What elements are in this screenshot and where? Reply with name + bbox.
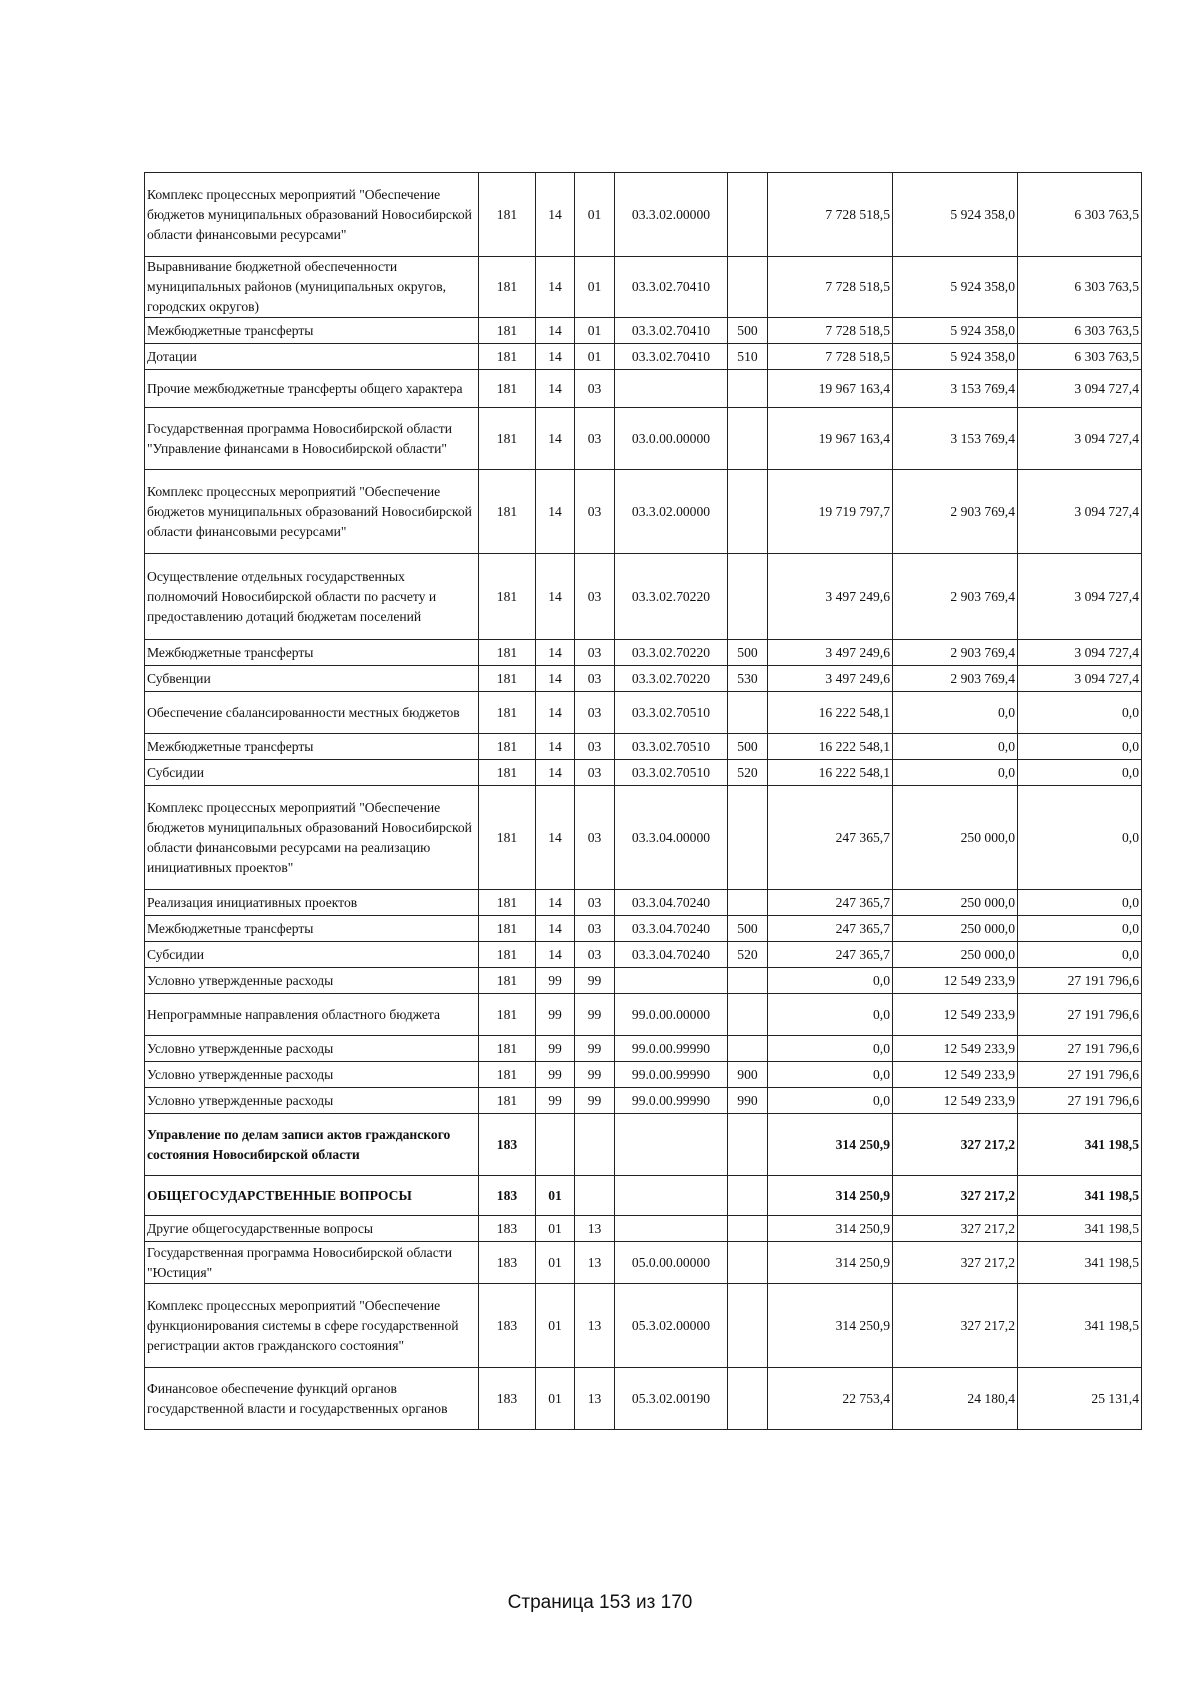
cell-section: 14 — [536, 408, 575, 470]
cell-subsection: 03 — [575, 760, 615, 786]
cell-expense-type — [728, 1242, 768, 1284]
cell-amount-year-3: 27 191 796,6 — [1018, 1036, 1142, 1062]
row-name: Осуществление отдельных государственных полномочий Новосибирской области по расчету и предоставлению дотаций бюджетам поселений — [145, 554, 479, 640]
row-name: Обеспечение сбалансированности местных бюджетов — [145, 692, 479, 734]
cell-amount-year-2: 0,0 — [893, 692, 1018, 734]
table-row — [145, 1284, 1142, 1368]
cell-subsection: 13 — [575, 1284, 615, 1368]
cell-target-article: 03.3.02.70410 — [615, 344, 728, 370]
cell-admin-code: 181 — [479, 257, 536, 318]
cell-target-article: 03.3.02.70510 — [615, 692, 728, 734]
cell-amount-year-3: 27 191 796,6 — [1018, 994, 1142, 1036]
cell-amount-year-3: 3 094 727,4 — [1018, 470, 1142, 554]
cell-amount-year-2: 5 924 358,0 — [893, 173, 1018, 257]
cell-amount-year-1: 19 967 163,4 — [768, 408, 893, 470]
cell-expense-type: 500 — [728, 318, 768, 344]
row-name: Государственная программа Новосибирской области "Управление финансами в Новосибирской области" — [145, 408, 479, 470]
cell-admin-code: 181 — [479, 692, 536, 734]
cell-section: 14 — [536, 257, 575, 318]
table-row — [145, 1216, 1142, 1242]
cell-amount-year-3: 341 198,5 — [1018, 1216, 1142, 1242]
cell-amount-year-1: 0,0 — [768, 1062, 893, 1088]
table-row — [145, 786, 1142, 890]
cell-target-article: 03.3.04.70240 — [615, 916, 728, 942]
cell-subsection — [575, 1176, 615, 1216]
cell-target-article: 03.3.04.00000 — [615, 786, 728, 890]
cell-amount-year-2: 0,0 — [893, 734, 1018, 760]
cell-admin-code: 181 — [479, 968, 536, 994]
cell-expense-type — [728, 554, 768, 640]
cell-target-article — [615, 968, 728, 994]
cell-admin-code: 181 — [479, 344, 536, 370]
cell-subsection: 03 — [575, 554, 615, 640]
cell-amount-year-1: 247 365,7 — [768, 942, 893, 968]
table-row — [145, 968, 1142, 994]
row-name: Межбюджетные трансферты — [145, 916, 479, 942]
cell-amount-year-1: 7 728 518,5 — [768, 257, 893, 318]
cell-target-article: 05.3.02.00190 — [615, 1368, 728, 1430]
cell-admin-code: 181 — [479, 666, 536, 692]
cell-amount-year-2: 12 549 233,9 — [893, 994, 1018, 1036]
cell-subsection: 99 — [575, 994, 615, 1036]
cell-subsection: 03 — [575, 692, 615, 734]
cell-expense-type: 530 — [728, 666, 768, 692]
cell-admin-code: 183 — [479, 1242, 536, 1284]
table-row — [145, 344, 1142, 370]
table-row — [145, 760, 1142, 786]
cell-section: 99 — [536, 1062, 575, 1088]
cell-amount-year-3: 341 198,5 — [1018, 1242, 1142, 1284]
cell-target-article: 03.0.00.00000 — [615, 408, 728, 470]
cell-section: 14 — [536, 173, 575, 257]
row-name: Условно утвержденные расходы — [145, 1088, 479, 1114]
cell-section: 14 — [536, 734, 575, 760]
cell-expense-type — [728, 1036, 768, 1062]
cell-admin-code: 181 — [479, 1062, 536, 1088]
cell-subsection: 99 — [575, 1036, 615, 1062]
cell-target-article — [615, 1176, 728, 1216]
row-name: Реализация инициативных проектов — [145, 890, 479, 916]
cell-target-article: 03.3.02.00000 — [615, 470, 728, 554]
row-name: Управление по делам записи актов гражданского состояния Новосибирской области — [145, 1114, 479, 1176]
cell-amount-year-2: 3 153 769,4 — [893, 408, 1018, 470]
row-name: Комплекс процессных мероприятий "Обеспечение бюджетов муниципальных образований Новосибирской области финансовыми ресурсами" — [145, 173, 479, 257]
cell-subsection: 99 — [575, 1062, 615, 1088]
table-row — [145, 318, 1142, 344]
cell-admin-code: 181 — [479, 173, 536, 257]
cell-section: 14 — [536, 666, 575, 692]
cell-section: 14 — [536, 786, 575, 890]
cell-amount-year-2: 2 903 769,4 — [893, 666, 1018, 692]
cell-amount-year-3: 0,0 — [1018, 786, 1142, 890]
cell-amount-year-1: 314 250,9 — [768, 1284, 893, 1368]
cell-amount-year-1: 7 728 518,5 — [768, 318, 893, 344]
cell-section: 14 — [536, 890, 575, 916]
cell-amount-year-2: 12 549 233,9 — [893, 1062, 1018, 1088]
cell-admin-code: 181 — [479, 318, 536, 344]
cell-admin-code: 183 — [479, 1284, 536, 1368]
cell-amount-year-2: 24 180,4 — [893, 1368, 1018, 1430]
cell-section: 14 — [536, 554, 575, 640]
cell-expense-type — [728, 1368, 768, 1430]
cell-expense-type — [728, 257, 768, 318]
row-name: Комплекс процессных мероприятий "Обеспечение функционирования системы в сфере государственной регистрации актов гражданского состояния" — [145, 1284, 479, 1368]
cell-amount-year-2: 250 000,0 — [893, 942, 1018, 968]
row-name: Межбюджетные трансферты — [145, 318, 479, 344]
cell-amount-year-1: 3 497 249,6 — [768, 554, 893, 640]
cell-section: 14 — [536, 318, 575, 344]
row-name: Субсидии — [145, 760, 479, 786]
cell-amount-year-3: 27 191 796,6 — [1018, 968, 1142, 994]
cell-amount-year-1: 16 222 548,1 — [768, 734, 893, 760]
cell-amount-year-2: 2 903 769,4 — [893, 640, 1018, 666]
cell-amount-year-1: 314 250,9 — [768, 1114, 893, 1176]
cell-amount-year-2: 0,0 — [893, 760, 1018, 786]
cell-target-article: 03.3.02.70220 — [615, 640, 728, 666]
cell-admin-code: 181 — [479, 554, 536, 640]
cell-amount-year-3: 3 094 727,4 — [1018, 640, 1142, 666]
cell-amount-year-1: 19 967 163,4 — [768, 370, 893, 408]
cell-amount-year-1: 16 222 548,1 — [768, 692, 893, 734]
cell-amount-year-3: 25 131,4 — [1018, 1368, 1142, 1430]
cell-expense-type: 520 — [728, 760, 768, 786]
table-row — [145, 1036, 1142, 1062]
cell-expense-type: 900 — [728, 1062, 768, 1088]
cell-section: 01 — [536, 1176, 575, 1216]
cell-expense-type — [728, 968, 768, 994]
table-row — [145, 666, 1142, 692]
cell-amount-year-3: 3 094 727,4 — [1018, 666, 1142, 692]
row-name: Комплекс процессных мероприятий "Обеспечение бюджетов муниципальных образований Новосибирской области финансовыми ресурсами" — [145, 470, 479, 554]
cell-admin-code: 181 — [479, 786, 536, 890]
cell-amount-year-3: 0,0 — [1018, 916, 1142, 942]
cell-amount-year-2: 5 924 358,0 — [893, 344, 1018, 370]
cell-target-article: 05.3.02.00000 — [615, 1284, 728, 1368]
cell-amount-year-1: 16 222 548,1 — [768, 760, 893, 786]
row-name: Прочие межбюджетные трансферты общего характера — [145, 370, 479, 408]
table-row — [145, 692, 1142, 734]
cell-admin-code: 183 — [479, 1114, 536, 1176]
row-name: Непрограммные направления областного бюджета — [145, 994, 479, 1036]
table-row — [145, 942, 1142, 968]
cell-subsection: 03 — [575, 916, 615, 942]
cell-expense-type: 500 — [728, 916, 768, 942]
cell-amount-year-2: 327 217,2 — [893, 1176, 1018, 1216]
cell-section: 99 — [536, 968, 575, 994]
cell-amount-year-1: 3 497 249,6 — [768, 666, 893, 692]
cell-expense-type — [728, 1216, 768, 1242]
cell-expense-type: 520 — [728, 942, 768, 968]
cell-amount-year-1: 0,0 — [768, 994, 893, 1036]
table-row — [145, 370, 1142, 408]
cell-target-article — [615, 1216, 728, 1242]
table-row — [145, 1242, 1142, 1284]
cell-subsection: 03 — [575, 666, 615, 692]
cell-expense-type — [728, 370, 768, 408]
cell-subsection: 03 — [575, 890, 615, 916]
cell-amount-year-3: 6 303 763,5 — [1018, 344, 1142, 370]
cell-amount-year-1: 7 728 518,5 — [768, 173, 893, 257]
cell-amount-year-2: 12 549 233,9 — [893, 1036, 1018, 1062]
cell-amount-year-3: 3 094 727,4 — [1018, 554, 1142, 640]
cell-subsection: 03 — [575, 734, 615, 760]
cell-amount-year-3: 6 303 763,5 — [1018, 257, 1142, 318]
cell-target-article: 99.0.00.99990 — [615, 1088, 728, 1114]
cell-amount-year-2: 327 217,2 — [893, 1114, 1018, 1176]
row-name: ОБЩЕГОСУДАРСТВЕННЫЕ ВОПРОСЫ — [145, 1176, 479, 1216]
cell-admin-code: 181 — [479, 734, 536, 760]
cell-expense-type: 500 — [728, 640, 768, 666]
cell-subsection: 13 — [575, 1216, 615, 1242]
cell-amount-year-2: 327 217,2 — [893, 1216, 1018, 1242]
cell-amount-year-2: 3 153 769,4 — [893, 370, 1018, 408]
cell-amount-year-3: 3 094 727,4 — [1018, 408, 1142, 470]
cell-section: 01 — [536, 1216, 575, 1242]
page-footer: Страница 153 из 170 — [507, 1592, 693, 1613]
cell-amount-year-1: 247 365,7 — [768, 916, 893, 942]
row-name: Межбюджетные трансферты — [145, 640, 479, 666]
cell-subsection: 13 — [575, 1368, 615, 1430]
cell-subsection: 03 — [575, 408, 615, 470]
row-name: Условно утвержденные расходы — [145, 1036, 479, 1062]
cell-section: 01 — [536, 1368, 575, 1430]
row-name: Условно утвержденные расходы — [145, 1062, 479, 1088]
table-row — [145, 173, 1142, 257]
cell-admin-code: 181 — [479, 994, 536, 1036]
cell-subsection: 03 — [575, 942, 615, 968]
cell-admin-code: 181 — [479, 916, 536, 942]
cell-subsection: 99 — [575, 968, 615, 994]
cell-amount-year-2: 250 000,0 — [893, 916, 1018, 942]
cell-amount-year-1: 3 497 249,6 — [768, 640, 893, 666]
cell-target-article: 03.3.02.70220 — [615, 554, 728, 640]
table-row — [145, 1114, 1142, 1176]
cell-admin-code: 183 — [479, 1216, 536, 1242]
cell-amount-year-1: 7 728 518,5 — [768, 344, 893, 370]
cell-target-article: 03.3.02.70410 — [615, 257, 728, 318]
cell-amount-year-1: 247 365,7 — [768, 786, 893, 890]
cell-amount-year-2: 12 549 233,9 — [893, 968, 1018, 994]
cell-amount-year-1: 22 753,4 — [768, 1368, 893, 1430]
cell-section — [536, 1114, 575, 1176]
cell-amount-year-3: 6 303 763,5 — [1018, 173, 1142, 257]
row-name: Субвенции — [145, 666, 479, 692]
cell-amount-year-1: 19 719 797,7 — [768, 470, 893, 554]
cell-expense-type: 500 — [728, 734, 768, 760]
table-row — [145, 1062, 1142, 1088]
cell-expense-type: 990 — [728, 1088, 768, 1114]
cell-expense-type — [728, 470, 768, 554]
cell-amount-year-2: 250 000,0 — [893, 786, 1018, 890]
cell-amount-year-1: 247 365,7 — [768, 890, 893, 916]
cell-amount-year-2: 5 924 358,0 — [893, 257, 1018, 318]
cell-subsection: 03 — [575, 470, 615, 554]
row-name: Условно утвержденные расходы — [145, 968, 479, 994]
cell-amount-year-2: 5 924 358,0 — [893, 318, 1018, 344]
cell-expense-type — [728, 1114, 768, 1176]
cell-amount-year-2: 2 903 769,4 — [893, 554, 1018, 640]
cell-amount-year-1: 0,0 — [768, 1088, 893, 1114]
row-name: Межбюджетные трансферты — [145, 734, 479, 760]
cell-subsection: 01 — [575, 344, 615, 370]
budget-table — [144, 172, 1142, 1430]
cell-admin-code: 181 — [479, 370, 536, 408]
cell-expense-type — [728, 994, 768, 1036]
cell-target-article: 03.3.02.70510 — [615, 734, 728, 760]
cell-target-article: 99.0.00.00000 — [615, 994, 728, 1036]
cell-section: 01 — [536, 1242, 575, 1284]
cell-amount-year-1: 314 250,9 — [768, 1242, 893, 1284]
cell-subsection: 99 — [575, 1088, 615, 1114]
cell-section: 14 — [536, 640, 575, 666]
cell-amount-year-3: 0,0 — [1018, 760, 1142, 786]
table-row — [145, 408, 1142, 470]
row-name: Субсидии — [145, 942, 479, 968]
cell-target-article — [615, 1114, 728, 1176]
cell-subsection: 01 — [575, 173, 615, 257]
cell-section: 99 — [536, 994, 575, 1036]
cell-section: 14 — [536, 370, 575, 408]
cell-target-article: 03.3.02.70510 — [615, 760, 728, 786]
cell-subsection: 03 — [575, 370, 615, 408]
cell-expense-type: 510 — [728, 344, 768, 370]
table-row — [145, 1088, 1142, 1114]
cell-section: 01 — [536, 1284, 575, 1368]
cell-target-article: 03.3.04.70240 — [615, 890, 728, 916]
cell-subsection: 03 — [575, 786, 615, 890]
cell-section: 14 — [536, 470, 575, 554]
cell-section: 14 — [536, 942, 575, 968]
table-row — [145, 554, 1142, 640]
cell-admin-code: 181 — [479, 408, 536, 470]
cell-amount-year-3: 0,0 — [1018, 692, 1142, 734]
cell-admin-code: 181 — [479, 760, 536, 786]
cell-target-article: 05.0.00.00000 — [615, 1242, 728, 1284]
cell-admin-code: 181 — [479, 1036, 536, 1062]
row-name: Финансовое обеспечение функций органов государственной власти и государственных органов — [145, 1368, 479, 1430]
cell-admin-code: 181 — [479, 1088, 536, 1114]
row-name: Дотации — [145, 344, 479, 370]
table-row — [145, 734, 1142, 760]
row-name: Другие общегосударственные вопросы — [145, 1216, 479, 1242]
cell-amount-year-3: 341 198,5 — [1018, 1114, 1142, 1176]
cell-amount-year-3: 3 094 727,4 — [1018, 370, 1142, 408]
cell-section: 99 — [536, 1088, 575, 1114]
cell-expense-type — [728, 173, 768, 257]
cell-expense-type — [728, 1176, 768, 1216]
cell-section: 99 — [536, 1036, 575, 1062]
table-row — [145, 640, 1142, 666]
cell-subsection: 13 — [575, 1242, 615, 1284]
cell-expense-type — [728, 786, 768, 890]
cell-section: 14 — [536, 344, 575, 370]
cell-amount-year-1: 314 250,9 — [768, 1176, 893, 1216]
table-row — [145, 890, 1142, 916]
table-row — [145, 470, 1142, 554]
cell-target-article: 99.0.00.99990 — [615, 1036, 728, 1062]
cell-subsection: 01 — [575, 318, 615, 344]
cell-amount-year-1: 314 250,9 — [768, 1216, 893, 1242]
table-row — [145, 1368, 1142, 1430]
table-row — [145, 994, 1142, 1036]
table-row — [145, 916, 1142, 942]
cell-amount-year-3: 341 198,5 — [1018, 1284, 1142, 1368]
budget-table-body — [145, 173, 1142, 1430]
cell-admin-code: 183 — [479, 1176, 536, 1216]
cell-amount-year-3: 0,0 — [1018, 734, 1142, 760]
cell-amount-year-2: 12 549 233,9 — [893, 1088, 1018, 1114]
cell-amount-year-2: 327 217,2 — [893, 1284, 1018, 1368]
row-name: Государственная программа Новосибирской области "Юстиция" — [145, 1242, 479, 1284]
cell-target-article: 03.3.04.70240 — [615, 942, 728, 968]
cell-amount-year-3: 6 303 763,5 — [1018, 318, 1142, 344]
cell-subsection: 01 — [575, 257, 615, 318]
cell-expense-type — [728, 692, 768, 734]
table-row — [145, 257, 1142, 318]
cell-expense-type — [728, 408, 768, 470]
cell-expense-type — [728, 890, 768, 916]
cell-amount-year-3: 341 198,5 — [1018, 1176, 1142, 1216]
cell-subsection — [575, 1114, 615, 1176]
cell-amount-year-2: 327 217,2 — [893, 1242, 1018, 1284]
cell-admin-code: 181 — [479, 890, 536, 916]
cell-amount-year-2: 250 000,0 — [893, 890, 1018, 916]
cell-amount-year-3: 0,0 — [1018, 942, 1142, 968]
cell-amount-year-3: 0,0 — [1018, 890, 1142, 916]
cell-expense-type — [728, 1284, 768, 1368]
cell-admin-code: 181 — [479, 470, 536, 554]
cell-target-article: 03.3.02.00000 — [615, 173, 728, 257]
cell-section: 14 — [536, 916, 575, 942]
table-row — [145, 1176, 1142, 1216]
cell-amount-year-3: 27 191 796,6 — [1018, 1062, 1142, 1088]
cell-admin-code: 183 — [479, 1368, 536, 1430]
cell-section: 14 — [536, 760, 575, 786]
cell-section: 14 — [536, 692, 575, 734]
cell-amount-year-2: 2 903 769,4 — [893, 470, 1018, 554]
row-name: Комплекс процессных мероприятий "Обеспечение бюджетов муниципальных образований Новосибирской области финансовыми ресурсами на реализацию инициативных проектов" — [145, 786, 479, 890]
cell-target-article: 99.0.00.99990 — [615, 1062, 728, 1088]
cell-admin-code: 181 — [479, 942, 536, 968]
cell-target-article: 03.3.02.70410 — [615, 318, 728, 344]
cell-subsection: 03 — [575, 640, 615, 666]
row-name: Выравнивание бюджетной обеспеченности муниципальных районов (муниципальных округов, городских округов) — [145, 257, 479, 318]
cell-target-article — [615, 370, 728, 408]
cell-amount-year-1: 0,0 — [768, 1036, 893, 1062]
cell-amount-year-3: 27 191 796,6 — [1018, 1088, 1142, 1114]
cell-admin-code: 181 — [479, 640, 536, 666]
cell-amount-year-1: 0,0 — [768, 968, 893, 994]
cell-target-article: 03.3.02.70220 — [615, 666, 728, 692]
